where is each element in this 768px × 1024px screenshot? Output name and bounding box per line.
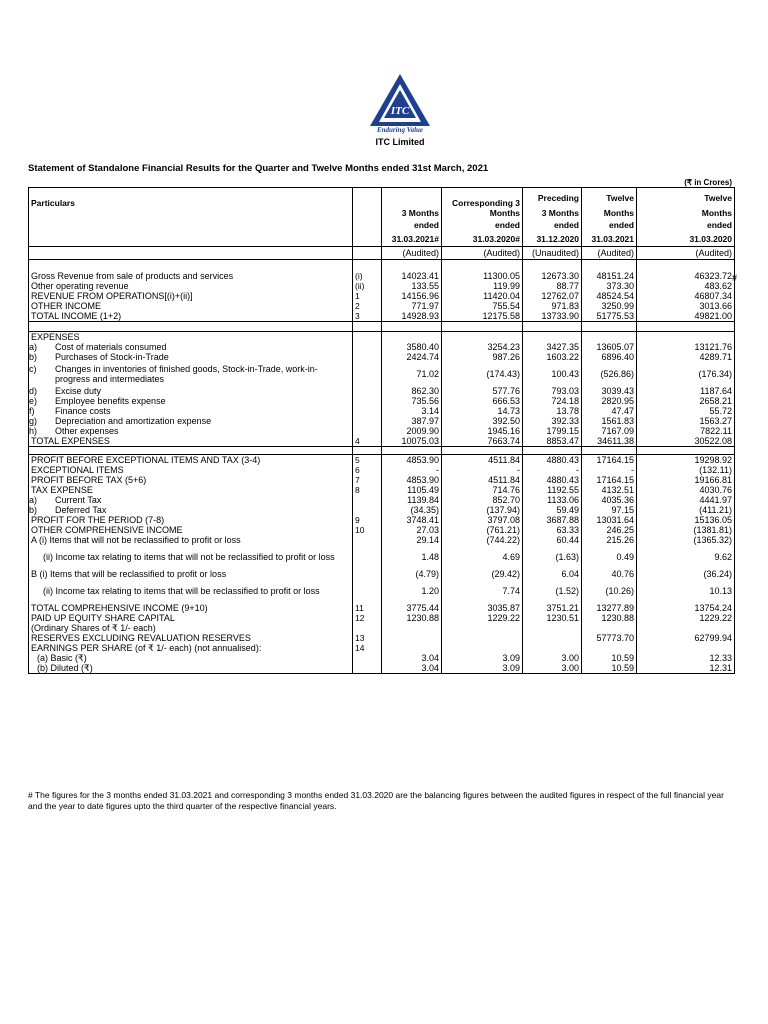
- table-cell: 10.59: [582, 653, 637, 663]
- table-cell: REVENUE FROM OPERATIONS[(i)+(ii)]: [29, 291, 353, 301]
- table-cell: (1.63): [523, 545, 582, 569]
- table-cell: 19166.81: [637, 475, 735, 485]
- table-cell: 40.76: [582, 569, 637, 579]
- table-cell: 60.44: [523, 535, 582, 545]
- table-cell: 1192.55: [523, 485, 582, 495]
- table-row: [29, 455, 735, 466]
- financial-results-table: [28, 187, 738, 674]
- footnote: # The figures for the 3 months ended 31.03.2021 and corresponding 3 months ended 31.03.2020 are the balancing figures between the audited figures in respect of the full financial year and the year to date figures upto the third quarter of the respective financial years.: [28, 790, 724, 811]
- table-cell: 51775.53: [582, 311, 637, 322]
- table-cell: 3748.41: [382, 515, 442, 525]
- table-row: [29, 663, 735, 674]
- itc-logo: [365, 74, 435, 126]
- table-cell: (29.42): [442, 569, 523, 579]
- table-cell: 3.00: [523, 663, 582, 674]
- table-cell: 12.31: [637, 663, 735, 674]
- table-cell: 3.00: [523, 653, 582, 663]
- row-label: e): [29, 396, 38, 406]
- table-cell: 862.30: [382, 386, 442, 396]
- table-cell: (176.34): [637, 362, 735, 386]
- table-cell: (761.21): [442, 525, 523, 535]
- table-cell: 48151.24: [582, 271, 637, 281]
- table-cell: EXCEPTIONAL ITEMS: [29, 465, 353, 475]
- page-title: Statement of Standalone Financial Results for the Quarter and Twelve Months ended 31st March, 2021: [28, 163, 489, 174]
- col4-status: (Audited): [582, 246, 637, 259]
- table-cell: 9: [353, 515, 382, 525]
- table-cell: 1563.27: [637, 416, 735, 426]
- col1-date: 31.03.2021#: [382, 232, 442, 246]
- table-cell: 3751.21: [523, 603, 582, 613]
- table-cell: 1133.06: [523, 495, 582, 505]
- table-cell: 724.18: [523, 396, 582, 406]
- table-cell: 4132.51: [582, 485, 637, 495]
- col3-h2: 3 Months: [523, 208, 582, 218]
- table-cell: 17164.15: [582, 475, 637, 485]
- table-row: [29, 475, 735, 485]
- table-cell: 6: [353, 465, 382, 475]
- table-cell: 755.54: [442, 301, 523, 311]
- status-row: [29, 246, 735, 259]
- table-cell: (10.26): [582, 579, 637, 603]
- row-label: b): [29, 352, 38, 362]
- table-cell: (411.21): [637, 505, 735, 515]
- table-cell: 14156.96: [382, 291, 442, 301]
- table-cell: 4853.90: [382, 475, 442, 485]
- table-cell: 4441.97: [637, 495, 735, 505]
- table-cell: 13277.89: [582, 603, 637, 613]
- table-cell: 10.13: [637, 579, 735, 603]
- table-cell: 34611.38: [582, 436, 637, 447]
- table-cell: 4035.36: [582, 495, 637, 505]
- col1-status: (Audited): [382, 246, 442, 259]
- table-row: [29, 436, 735, 447]
- table-row: [29, 569, 735, 579]
- table-row: [29, 281, 735, 291]
- table-cell: 3.09: [442, 653, 523, 663]
- table-cell: 59.49: [523, 505, 582, 515]
- table-cell: 46807.34: [637, 291, 735, 301]
- table-cell: 2009.90: [382, 426, 442, 436]
- table-cell: (Ordinary Shares of ₹ 1/- each): [29, 623, 353, 633]
- table-row: [29, 301, 735, 311]
- table-cell: [523, 633, 582, 643]
- table-cell: 246.25: [582, 525, 637, 535]
- table-cell: 3797.08: [442, 515, 523, 525]
- table-cell: 14928.93: [382, 311, 442, 322]
- col4-h2: Months: [582, 208, 637, 218]
- table-cell: 1229.22: [442, 613, 523, 623]
- table-row: [29, 311, 735, 322]
- table-row: [29, 465, 735, 475]
- table-cell: 771.97: [382, 301, 442, 311]
- company-name: ITC Limited: [375, 137, 425, 147]
- table-cell: Other operating revenue: [29, 281, 353, 291]
- table-cell: (ii) Income tax relating to items that will be reclassified to profit or loss: [29, 579, 353, 603]
- table-cell: 47.47: [582, 406, 637, 416]
- table-cell: 14: [353, 643, 382, 653]
- table-cell: 10.59: [582, 663, 637, 674]
- table-cell: (526.86): [582, 362, 637, 386]
- table-cell: 13.78: [523, 406, 582, 416]
- table-cell: 17164.15: [582, 455, 637, 466]
- table-cell: (1.52): [523, 579, 582, 603]
- table-cell: 55.72: [637, 406, 735, 416]
- table-cell: 2: [353, 301, 382, 311]
- table-cell: PROFIT BEFORE EXCEPTIONAL ITEMS AND TAX (3-4): [29, 455, 353, 466]
- table-cell: 4511.84: [442, 455, 523, 466]
- table-cell: 6896.40: [582, 352, 637, 362]
- table-cell: (132.11): [637, 465, 735, 475]
- table-cell: 3254.23: [442, 342, 523, 352]
- table-cell: 4880.43: [523, 475, 582, 485]
- table-cell: -: [523, 465, 582, 475]
- table-cell: RESERVES EXCLUDING REVALUATION RESERVES: [29, 633, 353, 643]
- table-cell: OTHER COMPREHENSIVE INCOME: [29, 525, 353, 535]
- table-cell: 0.49: [582, 545, 637, 569]
- row-label: Current Tax: [55, 495, 102, 505]
- table-cell: 119.99: [442, 281, 523, 291]
- col2-h1: Corresponding 3: [442, 188, 523, 209]
- table-row: [29, 653, 735, 663]
- table-cell: 971.83: [523, 301, 582, 311]
- table-cell: 49821.00: [637, 311, 735, 322]
- row-label: Cost of materials consumed: [55, 342, 167, 352]
- table-cell: A (i) Items that will not be reclassified to profit or loss: [29, 535, 353, 545]
- table-cell: 1945.16: [442, 426, 523, 436]
- table-cell: TAX EXPENSE: [29, 485, 353, 495]
- table-cell: 735.56: [382, 396, 442, 406]
- col2-h3: ended: [442, 218, 523, 232]
- table-cell: 1139.84: [382, 495, 442, 505]
- table-cell: 12673.30: [523, 271, 582, 281]
- table-cell: 29.14: [382, 535, 442, 545]
- row-label: Depreciation and amortization expense: [55, 416, 212, 426]
- col-particulars: Particulars: [29, 188, 353, 209]
- table-cell: 483.62: [637, 281, 735, 291]
- table-row: [29, 579, 735, 603]
- table-row: [29, 291, 735, 301]
- table-cell: 1230.88: [382, 613, 442, 623]
- table-cell: (1381.81): [637, 525, 735, 535]
- col4-date: 31.03.2021: [582, 232, 637, 246]
- table-cell: (34.35): [382, 505, 442, 515]
- header-row: [29, 188, 735, 209]
- table-cell: 714.76: [442, 485, 523, 495]
- table-cell: 852.70: [442, 495, 523, 505]
- table-cell: 2424.74: [382, 352, 442, 362]
- table-cell: 5: [353, 455, 382, 466]
- table-row: [29, 643, 735, 653]
- table-cell: 3013.66: [637, 301, 735, 311]
- table-cell: 7: [353, 475, 382, 485]
- table-cell: 100.43: [523, 362, 582, 386]
- row-label: Employee benefits expense: [55, 396, 166, 406]
- col5-status: (Audited): [637, 246, 735, 259]
- table-cell: PROFIT FOR THE PERIOD (7-8): [29, 515, 353, 525]
- table-cell: 133.55: [382, 281, 442, 291]
- col2-status: (Audited): [442, 246, 523, 259]
- row-label: b): [29, 505, 38, 515]
- table-cell: -: [442, 465, 523, 475]
- table-cell: 71.02: [382, 362, 442, 386]
- col4-h3: ended: [582, 218, 637, 232]
- table-row: [29, 525, 735, 535]
- table-cell: 4289.71: [637, 352, 735, 362]
- table-cell: PROFIT BEFORE TAX (5+6): [29, 475, 353, 485]
- table-cell: (1365.32): [637, 535, 735, 545]
- table-cell: 1229.22: [637, 613, 735, 623]
- table-cell: 97.15: [582, 505, 637, 515]
- table-cell: 3.04: [382, 663, 442, 674]
- table-cell: (174.43): [442, 362, 523, 386]
- table-row: [29, 515, 735, 525]
- table-cell: 4: [353, 436, 382, 447]
- table-row: [29, 332, 735, 343]
- col3-h3: ended: [523, 218, 582, 232]
- table-cell: 7.74: [442, 579, 523, 603]
- col2-date: 31.03.2020#: [442, 232, 523, 246]
- table-cell: 1561.83: [582, 416, 637, 426]
- table-cell: 2820.95: [582, 396, 637, 406]
- table-cell: 62799.94: [637, 633, 735, 643]
- table-cell: 46323.72: [637, 271, 735, 281]
- table-cell: 30522.08: [637, 436, 735, 447]
- table-row: [29, 633, 735, 643]
- logo-text: ITC: [390, 105, 410, 117]
- table-row: [29, 485, 735, 495]
- table-cell: 12.33: [637, 653, 735, 663]
- table-cell: 8853.47: [523, 436, 582, 447]
- table-cell: 1: [353, 291, 382, 301]
- row-label: Other expenses: [55, 426, 119, 436]
- table-cell: (ii): [353, 281, 382, 291]
- table-cell: 11420.04: [442, 291, 523, 301]
- table-cell: 48524.54: [582, 291, 637, 301]
- table-cell: 7663.74: [442, 436, 523, 447]
- table-cell: 1.20: [382, 579, 442, 603]
- table-cell: TOTAL INCOME (1+2): [29, 311, 353, 322]
- table-cell: 3580.40: [382, 342, 442, 352]
- table-cell: 1230.51: [523, 613, 582, 623]
- table-cell: 13: [353, 633, 382, 643]
- table-cell: 13605.07: [582, 342, 637, 352]
- table-cell: 15136.05: [637, 515, 735, 525]
- row-label: Excise duty: [55, 386, 102, 396]
- table-cell: 3250.99: [582, 301, 637, 311]
- table-cell: 793.03: [523, 386, 582, 396]
- table-cell: 1.48: [382, 545, 442, 569]
- itc-logo-icon: [370, 74, 430, 126]
- table-cell: 3039.43: [582, 386, 637, 396]
- table-cell: (137.94): [442, 505, 523, 515]
- row-label: Changes in inventories of finished goods, Stock-in-Trade, work-in-progress and intermediates: [55, 364, 318, 384]
- table-cell: 3035.87: [442, 603, 523, 613]
- table-row: [29, 623, 735, 633]
- table-cell: EXPENSES: [29, 332, 353, 343]
- hash-mark: #: [732, 273, 738, 283]
- col1-h2: ended: [382, 218, 442, 232]
- col2-h2: Months: [442, 208, 523, 218]
- table-cell: 10075.03: [382, 436, 442, 447]
- table-cell: 3687.88: [523, 515, 582, 525]
- col5-h3: ended: [637, 218, 735, 232]
- table-row: [29, 613, 735, 623]
- table-cell: 3427.35: [523, 342, 582, 352]
- table-cell: B (i) Items that will be reclassified to profit or loss: [29, 569, 353, 579]
- table-cell: (ii) Income tax relating to items that will not be reclassified to profit or loss: [29, 545, 353, 569]
- col1-h1: 3 Months: [382, 208, 442, 218]
- table-cell: 57773.70: [582, 633, 637, 643]
- table-cell: 13754.24: [637, 603, 735, 613]
- table-cell: 4853.90: [382, 455, 442, 466]
- table-cell: PAID UP EQUITY SHARE CAPITAL: [29, 613, 353, 623]
- table-cell: (b) Diluted (₹): [29, 663, 353, 674]
- table-cell: 3.04: [382, 653, 442, 663]
- table-cell: 373.30: [582, 281, 637, 291]
- table-row: [29, 406, 735, 416]
- table-cell: 1603.22: [523, 352, 582, 362]
- table-cell: 9.62: [637, 545, 735, 569]
- table-cell: 10: [353, 525, 382, 535]
- table-cell: (i): [353, 271, 382, 281]
- table-cell: (a) Basic (₹): [29, 653, 353, 663]
- col3-date: 31.12.2020: [523, 232, 582, 246]
- col5-h2: Months: [637, 208, 735, 218]
- table-cell: 19298.92: [637, 455, 735, 466]
- table-cell: 392.33: [523, 416, 582, 426]
- table-row: [29, 535, 735, 545]
- row-label: Deferred Tax: [55, 505, 107, 515]
- table-row: [29, 386, 735, 396]
- col4-h1: Twelve: [582, 188, 637, 209]
- table-cell: 13121.76: [637, 342, 735, 352]
- table-cell: [382, 633, 442, 643]
- table-row: [29, 495, 735, 505]
- row-label: c): [29, 364, 37, 374]
- table-cell: 13031.64: [582, 515, 637, 525]
- table-cell: 11300.05: [442, 271, 523, 281]
- table-cell: (4.79): [382, 569, 442, 579]
- table-row: [29, 545, 735, 569]
- table-cell: 88.77: [523, 281, 582, 291]
- table-cell: 4880.43: [523, 455, 582, 466]
- table-cell: 11: [353, 603, 382, 613]
- table-cell: 2658.21: [637, 396, 735, 406]
- col5-h1: Twelve: [637, 188, 735, 209]
- table-cell: 13733.90: [523, 311, 582, 322]
- table-cell: 8: [353, 485, 382, 495]
- table-cell: 4511.84: [442, 475, 523, 485]
- row-label: g): [29, 416, 38, 426]
- row-label: Finance costs: [55, 406, 111, 416]
- table-cell: 3.09: [442, 663, 523, 674]
- table-cell: 12762.07: [523, 291, 582, 301]
- row-label: d): [29, 386, 38, 396]
- table-cell: 4.69: [442, 545, 523, 569]
- table-cell: OTHER INCOME: [29, 301, 353, 311]
- table-cell: 12: [353, 613, 382, 623]
- table-cell: 1799.15: [523, 426, 582, 436]
- table-cell: 4030.76: [637, 485, 735, 495]
- table-row: [29, 505, 735, 515]
- table-cell: 12175.58: [442, 311, 523, 322]
- table-row: [29, 342, 735, 352]
- table-cell: 987.26: [442, 352, 523, 362]
- table-row: [29, 352, 735, 362]
- row-label: a): [29, 342, 38, 352]
- table-cell: 392.50: [442, 416, 523, 426]
- table-cell: 3: [353, 311, 382, 322]
- table-row: [29, 362, 735, 386]
- table-cell: 1230.88: [582, 613, 637, 623]
- table-cell: 7822.11: [637, 426, 735, 436]
- table-cell: Gross Revenue from sale of products and services: [29, 271, 353, 281]
- table-cell: -: [382, 465, 442, 475]
- table-cell: -: [582, 465, 637, 475]
- row-label: f): [29, 406, 35, 416]
- table-row: [29, 603, 735, 613]
- col3-h1: Preceding: [523, 188, 582, 209]
- table-row: [29, 416, 735, 426]
- tagline: Enduring Value: [376, 126, 424, 134]
- table-cell: 14023.41: [382, 271, 442, 281]
- row-label: Purchases of Stock-in-Trade: [55, 352, 169, 362]
- table-cell: 215.26: [582, 535, 637, 545]
- table-cell: 7167.09: [582, 426, 637, 436]
- table-row: [29, 426, 735, 436]
- table-row: [29, 271, 735, 281]
- table-cell: TOTAL COMPREHENSIVE INCOME (9+10): [29, 603, 353, 613]
- table-cell: 27.03: [382, 525, 442, 535]
- col5-date: 31.03.2020: [637, 232, 735, 246]
- col3-status: (Unaudited): [523, 246, 582, 259]
- table-cell: 3775.44: [382, 603, 442, 613]
- table-cell: 14.73: [442, 406, 523, 416]
- row-label: h): [29, 426, 38, 436]
- table-cell: 6.04: [523, 569, 582, 579]
- table-cell: 63.33: [523, 525, 582, 535]
- table-cell: (744.22): [442, 535, 523, 545]
- units-label: (₹ in Crores): [684, 178, 732, 187]
- table-cell: [442, 633, 523, 643]
- table-cell: 3.14: [382, 406, 442, 416]
- table-cell: 1187.64: [637, 386, 735, 396]
- table-cell: 387.97: [382, 416, 442, 426]
- table-cell: EARNINGS PER SHARE (of ₹ 1/- each) (not annualised):: [29, 643, 353, 653]
- table-cell: 1105.49: [382, 485, 442, 495]
- table-cell: 577.76: [442, 386, 523, 396]
- table-cell: (36.24): [637, 569, 735, 579]
- table-cell: 666.53: [442, 396, 523, 406]
- row-label: a): [29, 495, 38, 505]
- table-cell: TOTAL EXPENSES: [29, 436, 353, 447]
- table-row: [29, 396, 735, 406]
